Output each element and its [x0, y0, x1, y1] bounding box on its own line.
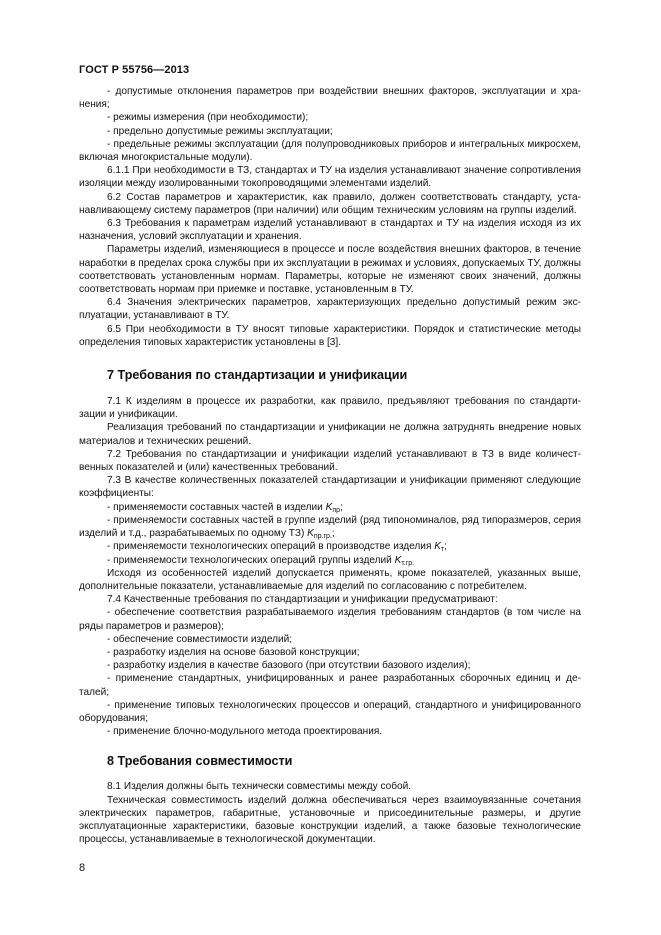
- paragraph: Реализация требований по стандартизации и унификации не должна затруднять внедрение новых материалов и технических решений.: [79, 422, 581, 447]
- section-heading: 8 Требования совместимости: [107, 754, 293, 769]
- paragraph: - разработку изделия на основе базовой конструкции;: [107, 646, 360, 658]
- paragraph: - применение стандартных, унифицированных и ранее разработанных сборочных единиц и деталей;: [79, 673, 581, 698]
- coefficient-symbol: K: [434, 541, 441, 553]
- paragraph: 7.1 К изделиям в процессе их разработки, как правило, предъявляют требования по стандартизации и унификации.: [79, 396, 581, 421]
- coefficient-text: - применяемости технологических операций в производстве изделия: [107, 541, 435, 553]
- coefficient-text: - применяемости составных частей в изделии: [107, 501, 326, 513]
- paragraph: 6.1.1 При необходимости в ТЗ, стандартах и ТУ на изделия устанавливают значение сопротивления изоляции между изолированными токопроводящими элементами изделий.: [79, 165, 581, 190]
- paragraph: - режимы измерения (при необходимости);: [107, 112, 309, 124]
- coefficient-tail: ;: [444, 541, 447, 553]
- paragraph: - разработку изделия в качестве базового (при отсутствии базового изделия);: [107, 660, 471, 672]
- coefficient-subscript: т: [440, 546, 445, 554]
- coefficient-subscript: т.гр.: [401, 559, 415, 567]
- document-body: [79, 85, 581, 846]
- coefficient-symbol: K: [307, 528, 314, 540]
- coefficient-item: [79, 540, 581, 553]
- paragraph: 6.4 Значения электрических параметров, характеризующих предельно допустимый режим эксплуатации, устанавливают в ТУ.: [79, 297, 581, 322]
- paragraph: 6.2 Состав параметров и характеристик, как правило, должен соответствовать стандарту, устанавливающему систему параметров (при наличии) или общим техническим условиям на группы изделий.: [79, 191, 581, 216]
- paragraph: 6.5 При необходимости в ТУ вносят типовые характеристики. Порядок и статистические методы определения типовых характеристик установлены в [3].: [79, 323, 581, 348]
- coefficient-item: [79, 501, 581, 514]
- paragraph: Исходя из особенностей изделий допускается применять, кроме показателей, указанных выше, дополнительные показатели, устанавливаемые для изделий по согласованию с потребителем.: [79, 567, 581, 592]
- paragraph: 7.3 В качестве количественных показателей стандартизации и унификации применяют следующие коэффициенты:: [79, 475, 581, 500]
- coefficient-item: [79, 554, 581, 567]
- document-header: ГОСТ Р 55756—2013: [79, 64, 190, 76]
- paragraph: - обеспечение соответствия разрабатываемого изделия требованиям стандартов (в том числе на ряды параметров и размеров);: [79, 607, 581, 632]
- coefficient-tail: ;: [331, 528, 335, 540]
- page-number: 8: [79, 862, 86, 874]
- paragraph: - предельные режимы эксплуатации (для полупроводниковых приборов и интегральных микросхем, включая многокристальные модули).: [79, 138, 581, 164]
- paragraph: - обеспечение совместимости изделий;: [107, 633, 293, 645]
- paragraph: - применение типовых технологических процессов и операций, стандартного и унифицированного оборудования;: [79, 699, 581, 724]
- paragraph: - применение блочно-модульного метода проектирования.: [107, 726, 383, 738]
- coefficient-symbol: K: [394, 554, 402, 566]
- paragraph: Техническая совместимость изделий должна обеспечиваться через взаимоувязанные сочетания электрических параметров, габаритные, установочные и присоединительные размеры, и другие эксплуатационные характеристики, базовые конструкции изделий, а также базовые технологические процессы, устанавливаемые в технологической документации.: [79, 794, 581, 846]
- paragraph: 6.3 Требования к параметрам изделий устанавливают в стандартах и ТУ на изделия исходя из их назначения, условий эксплуатации и хранения.: [79, 218, 581, 243]
- paragraph: - предельно допустимые режимы эксплуатации;: [107, 125, 333, 137]
- paragraph: 8.1 Изделия должны быть технически совместимы между собой.: [107, 781, 412, 793]
- section-heading: 7 Требования по стандартизации и унификации: [107, 368, 408, 383]
- coefficient-text: - применяемости составных частей в группе изделий (ряд типономиналов, ряд типоразмеров, серия изделий и т.д., разрабатываемых по одному ТЗ): [79, 514, 581, 540]
- coefficient-subscript: пр: [332, 506, 340, 514]
- coefficient-symbol: K: [325, 501, 333, 513]
- coefficient-tail: ;: [340, 501, 343, 513]
- coefficient-text: - применяемости технологических операций группы изделий: [107, 554, 395, 566]
- coefficient-subscript: пр.гр.: [313, 533, 332, 541]
- coefficient-item: [79, 514, 581, 540]
- paragraph: 7.4 Качественные требования по стандартизации и унификации предусматривают:: [107, 594, 498, 606]
- paragraph: Параметры изделий, изменяющиеся в процессе и после воздействия внешних факторов, в течение наработки в пределах срока службы при их эксплуатации в режимах и условиях, допускаемых ТУ, должны соответствовать установленным нормам. Параметры, которые не изменяют своих значений, должны соответствовать нормам при приемке и поставке, установленным в ТУ.: [79, 244, 581, 296]
- paragraph: - допустимые отклонения параметров при воздействии внешних факторов, эксплуатации и хранения;: [79, 86, 581, 111]
- paragraph: 7.2 Требования по стандартизации и унификации изделий устанавливают в ТЗ в виде количественных показателей и (или) качественных требований.: [79, 448, 581, 474]
